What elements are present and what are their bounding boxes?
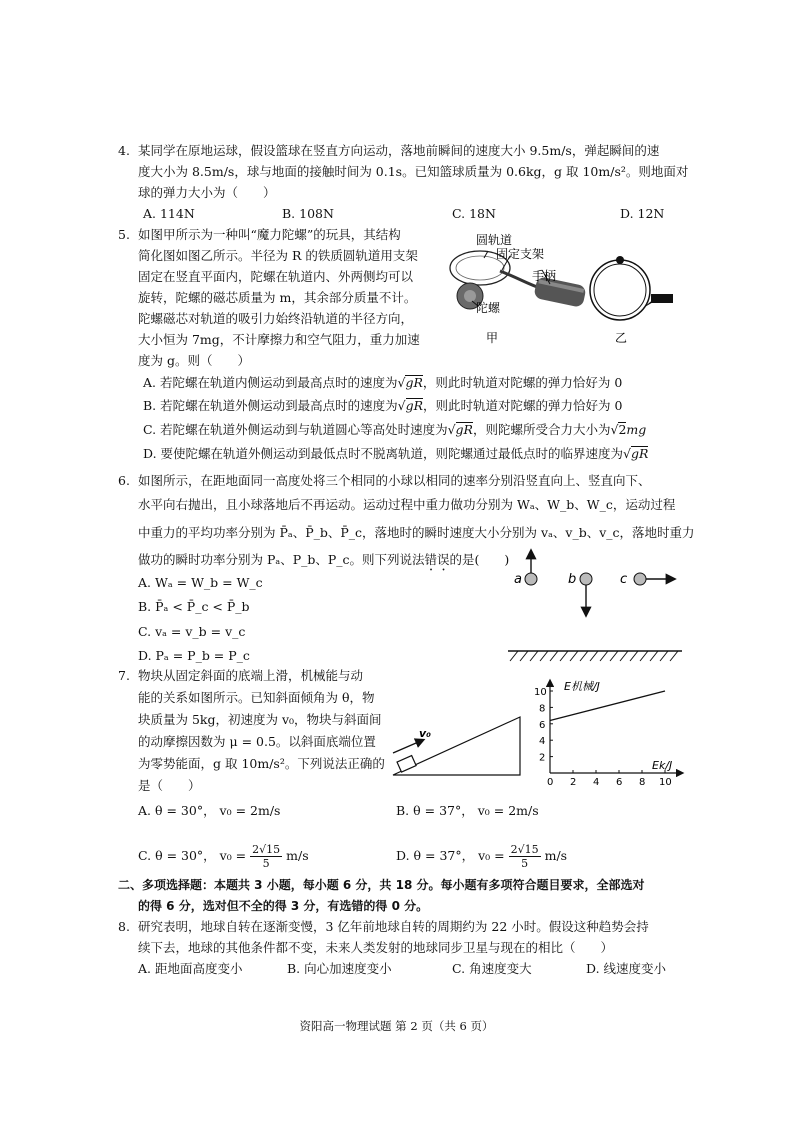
label-handle: 手柄 bbox=[532, 269, 557, 283]
q5-c-mid: ，则陀螺所受合力大小为 bbox=[472, 422, 611, 437]
y-tick-label: 8 bbox=[539, 703, 546, 715]
ball-b bbox=[580, 573, 592, 585]
v0-arrow bbox=[393, 740, 423, 753]
q7-d-fraction bbox=[509, 843, 541, 870]
q7-d-numerator: 2√15 bbox=[510, 843, 539, 856]
q7-d-unit: m/s bbox=[544, 848, 568, 863]
q4-number: 4. bbox=[118, 143, 130, 158]
q8-option-b: B. 向心加速度变小 bbox=[287, 961, 392, 976]
q5-d-sqrt: √gR bbox=[623, 446, 649, 461]
q5-stem-line1: 如图甲所示为一种叫“魔力陀螺”的玩具，其结构 bbox=[138, 227, 401, 242]
x-tick-label: 10 bbox=[659, 777, 672, 788]
q8-stem-line2: 续下去，地球的其他条件都不变，未来人类发射的地球同步卫星与现在的相比（ ） bbox=[138, 940, 614, 955]
q7-c-fraction bbox=[250, 843, 282, 870]
ground-hatch bbox=[510, 651, 678, 661]
section2-heading-line1: 二、多项选择题：本题共 3 小题，每小题 6 分，共 18 分。每小题有多项符合题目要求，全部选对 bbox=[118, 878, 645, 892]
q6-stem-line2: 水平向右抛出，且小球落地后不再运动。运动过程中重力做功分别为 Wₐ、W_b、W_c，运动过程 bbox=[138, 497, 676, 512]
q7-number: 7. bbox=[118, 668, 130, 683]
q6-stem-line1: 如图所示，在距地面同一高度处将三个相同的小球以相同的速率分别沿竖直向上、竖直向下、 bbox=[138, 473, 651, 488]
q7-c-numerator: 2√15 bbox=[252, 843, 281, 856]
q5-b-sqrt: √gR bbox=[397, 398, 424, 413]
q6-stem-line3: 中重力的平均功率分别为 P̄ₐ、P̄_b、P̄_c，落地时的瞬时速度大小分别为 vₐ、v_b、v_c，落地时重力 bbox=[138, 525, 695, 540]
q7-stem-line5: 为零势能面，g 取 10m/s²。下列说法正确的 bbox=[138, 756, 385, 771]
q5-c-radicand2: 2 bbox=[618, 422, 627, 437]
q5-c-radicand: gR bbox=[455, 422, 473, 437]
q5-figure-jia bbox=[440, 226, 590, 351]
block bbox=[397, 756, 416, 773]
q6-option-a: A. Wₐ = W_b = W_c bbox=[138, 575, 263, 590]
y-tick-label: 4 bbox=[539, 736, 546, 748]
q4-stem-line1: 某同学在原地运球，假设篮球在竖直方向运动，落地前瞬间的速度大小 9.5m/s，弹起瞬间的速 bbox=[138, 143, 660, 158]
q5-b-text: B. 若陀螺在轨道外侧运动到最高点时的速度为 bbox=[143, 398, 398, 413]
y-tick-label: 10 bbox=[534, 687, 547, 698]
q5-stem-line5: 陀螺磁芯对轨道的吸引力始终沿轨道的半径方向， bbox=[138, 311, 414, 326]
q7-option-a: A. θ = 30°， v₀ = 2m/s bbox=[138, 803, 281, 818]
yi-track-outer bbox=[590, 260, 650, 320]
q8-option-d: D. 线速度变小 bbox=[586, 961, 667, 976]
label-spinner: 陀螺 bbox=[476, 301, 501, 315]
q5-b-tail: ，则此时轨道对陀螺的弹力恰好为 0 bbox=[423, 398, 623, 413]
q5-b-radicand: gR bbox=[405, 398, 424, 413]
ball-a-label: a bbox=[514, 572, 522, 587]
yi-spinner-dot bbox=[616, 256, 624, 264]
caption-yi: 乙 bbox=[615, 331, 628, 345]
q5-option-b bbox=[143, 397, 622, 415]
yi-handle-bar bbox=[651, 294, 673, 303]
chart-y-label: E机械/J bbox=[564, 680, 600, 693]
x-tick-label: 2 bbox=[570, 777, 577, 788]
q7-c-unit: m/s bbox=[286, 848, 309, 863]
q6-figure-balls bbox=[500, 545, 685, 670]
q5-stem-line4: 旋转，陀螺的磁芯质量为 m，其余部分质量不计。 bbox=[138, 290, 417, 305]
q5-option-a bbox=[143, 374, 622, 392]
x-tick-label: 8 bbox=[639, 777, 646, 788]
v0-label: v₀ bbox=[419, 727, 431, 740]
q5-stem-line6: 大小恒为 7mg，不计摩擦力和空气阻力，重力加速 bbox=[138, 332, 420, 347]
x-tick-label: 4 bbox=[593, 777, 600, 788]
q7-stem-line6: 是（ ） bbox=[138, 778, 201, 793]
q7-d-denominator: 5 bbox=[521, 857, 529, 870]
q5-d-radicand: gR bbox=[631, 446, 649, 461]
ball-c-label: c bbox=[620, 572, 628, 587]
q6-emphasis-wrong: 错误 bbox=[424, 552, 450, 567]
label-track: 圆轨道 bbox=[476, 233, 513, 247]
q4-option-b: B. 108N bbox=[282, 206, 334, 221]
caption-jia: 甲 bbox=[486, 331, 499, 345]
q7-stem-line3: 块质量为 5kg，初速度为 v₀，物块与斜面间 bbox=[138, 712, 382, 727]
ball-b-label: b bbox=[568, 572, 577, 587]
q7-d-text: D. θ = 37°， v₀ = bbox=[396, 848, 505, 863]
q8-option-c: C. 角速度变大 bbox=[452, 961, 532, 976]
q4-stem-line2: 度大小为 8.5m/s，球与地面的接触时间为 0.1s。已知篮球质量为 0.6kg，g 取 10m/s²。则地面对 bbox=[138, 164, 689, 179]
q7-option-c bbox=[138, 843, 309, 870]
label-bracket: 固定支架 bbox=[496, 247, 545, 261]
q7-option-b: B. θ = 37°， v₀ = 2m/s bbox=[396, 803, 539, 818]
q5-figure-yi bbox=[585, 240, 680, 350]
q4-stem-line3: 球的弹力大小为（ ） bbox=[138, 185, 276, 200]
q5-a-radicand: gR bbox=[405, 375, 423, 390]
y-tick-label: 2 bbox=[539, 752, 546, 764]
q6-option-c: C. vₐ = v_b = v_c bbox=[138, 624, 246, 639]
series-line bbox=[550, 691, 665, 721]
q6-option-b: B. P̄ₐ < P̄_c < P̄_b bbox=[138, 599, 250, 614]
page-footer: 资阳高一物理试题 第 2 页（共 6 页） bbox=[299, 1019, 494, 1033]
q4-option-d: D. 12N bbox=[620, 206, 665, 221]
q7-incline-figure bbox=[385, 705, 530, 785]
q5-stem-line2: 简化图如图乙所示。半径为 R 的铁质圆轨道用支架 bbox=[138, 248, 418, 263]
chart-x-label: Ek/J bbox=[652, 759, 673, 772]
q5-c-sqrt2: √2 bbox=[610, 422, 627, 437]
q7-c-text: C. θ = 30°， v₀ = bbox=[138, 848, 247, 863]
q7-option-d bbox=[396, 843, 567, 870]
q5-a-sqrt: √gR bbox=[397, 375, 423, 390]
q7-energy-chart bbox=[530, 675, 690, 790]
q5-option-c bbox=[143, 421, 646, 439]
yi-track-inner bbox=[594, 264, 646, 316]
q6-number: 6. bbox=[118, 473, 130, 488]
q5-a-tail: ，则此时轨道对陀螺的弹力恰好为 0 bbox=[422, 375, 623, 390]
q5-c-sqrt: √gR bbox=[447, 422, 473, 437]
q5-d-text: D. 要使陀螺在轨道外侧运动到最低点时不脱离轨道，则陀螺通过最低点时的临界速度为 bbox=[143, 446, 624, 461]
q5-a-text: A. 若陀螺在轨道内侧运动到最高点时的速度为 bbox=[143, 375, 398, 390]
q5-number: 5. bbox=[118, 227, 130, 242]
q5-c-text: C. 若陀螺在轨道外侧运动到与轨道圆心等高处时速度为 bbox=[143, 422, 448, 437]
q8-stem-line1: 研究表明，地球自转在逐渐变慢，3 亿年前地球自转的周期约为 22 小时。假设这种趋势会持 bbox=[138, 919, 649, 934]
q7-stem-line2: 能的关系如图所示。已知斜面倾角为 θ，物 bbox=[138, 690, 375, 705]
q5-c-tail: mg bbox=[626, 422, 647, 437]
section2-heading-line2: 的得 6 分，选对但不全的得 3 分，有选错的得 0 分。 bbox=[138, 899, 429, 913]
q5-stem-line7: 度为 g。则（ ） bbox=[138, 353, 250, 368]
q7-c-denominator: 5 bbox=[262, 857, 270, 870]
q8-number: 8. bbox=[118, 919, 130, 934]
q5-stem-line3: 固定在竖直平面内，陀螺在轨道内、外两侧均可以 bbox=[138, 269, 414, 284]
q6-line4-part3: 的是( ) bbox=[449, 552, 510, 567]
x-tick-label: 0 bbox=[547, 777, 554, 788]
q5-option-d bbox=[143, 445, 648, 463]
q6-option-d: D. Pₐ = P_b = P_c bbox=[138, 648, 250, 663]
q7-stem-line1: 物块从固定斜面的底端上滑，机械能与动 bbox=[138, 668, 364, 683]
ball-a bbox=[525, 573, 537, 585]
q4-option-c: C. 18N bbox=[452, 206, 496, 221]
q6-line4-part1: 做功的瞬时功率分别为 Pₐ、P_b、P_c。则下列说法 bbox=[138, 552, 425, 567]
q6-stem-line4 bbox=[138, 551, 509, 574]
toy-spinner-core bbox=[464, 290, 476, 302]
x-tick-label: 6 bbox=[616, 777, 623, 788]
q4-option-a: A. 114N bbox=[143, 206, 195, 221]
q8-option-a: A. 距地面高度变小 bbox=[138, 961, 243, 976]
ball-c bbox=[634, 573, 646, 585]
q7-stem-line4: 的动摩擦因数为 μ = 0.5。以斜面底端位置 bbox=[138, 734, 376, 749]
y-tick-label: 6 bbox=[539, 719, 546, 731]
